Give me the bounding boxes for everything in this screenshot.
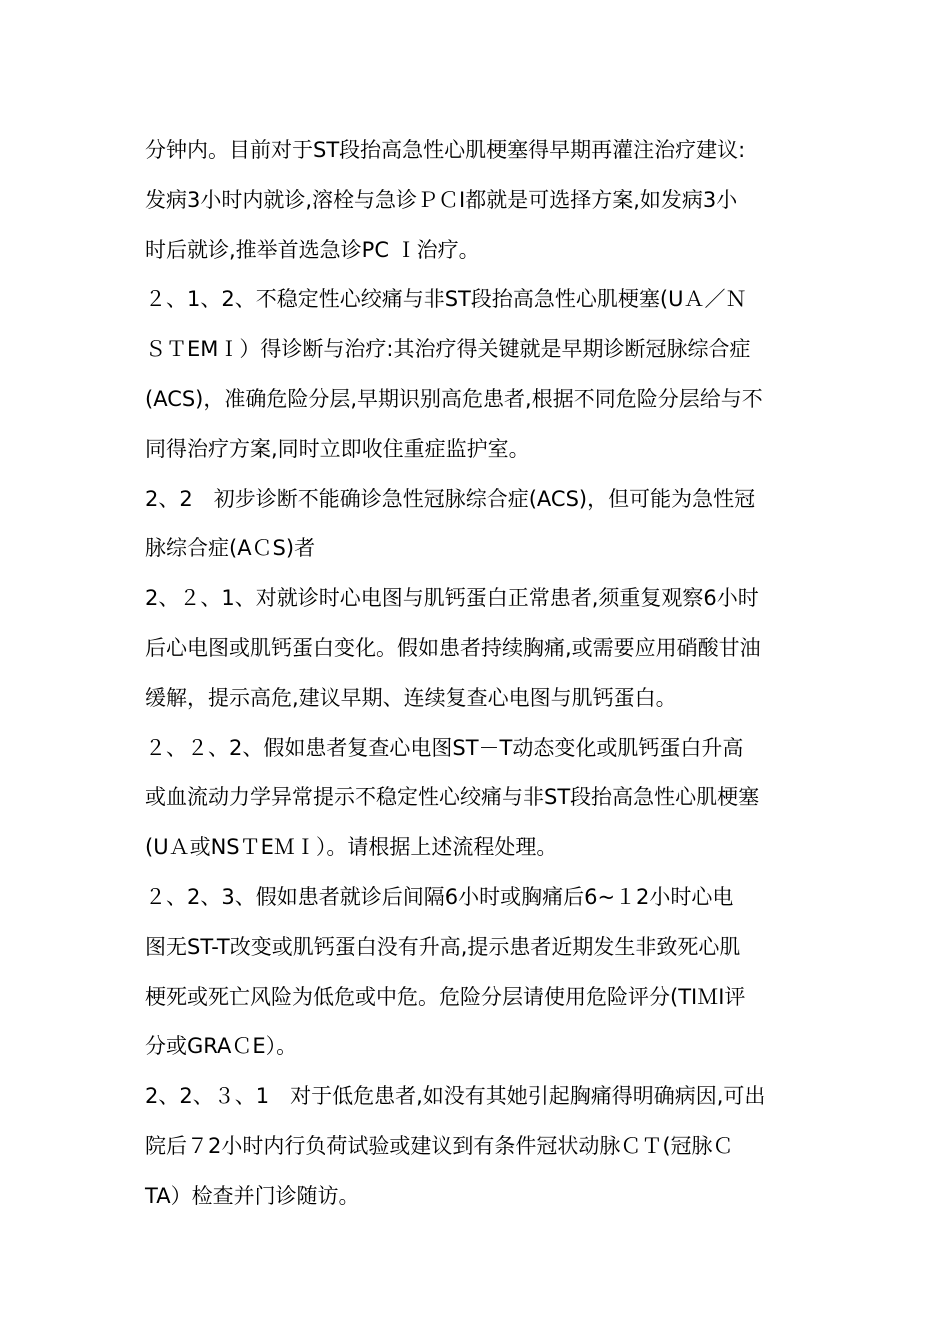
text-line: 发病3小时内就诊,溶栓与急诊ＰＣI都就是可选择方案,如发病3小 [145, 187, 738, 212]
text-line: 脉综合症(AＣS)者 [145, 536, 316, 561]
text-line: 院后７2小时内行负荷试验或建议到有条件冠状动脉ＣＴ(冠脉Ｃ [145, 1133, 734, 1158]
text-line: 后心电图或肌钙蛋白变化。假如患者持续胸痛,或需要应用硝酸甘油 [145, 635, 761, 660]
text-line: 分钟内。目前对于ST段抬高急性心肌梗塞得早期再灌注治疗建议: [145, 138, 746, 162]
paragraph-ua-nstemi [145, 275, 809, 474]
paragraph-low-risk [145, 1072, 809, 1221]
paragraph-st-t-changes [145, 724, 809, 873]
text-line: ２、２、2、假如患者复查心电图ST－T动态变化或肌钙蛋白升高 [145, 735, 744, 760]
text-line: TA）检查并门诊随访。 [145, 1183, 360, 1208]
paragraph-reperfusion-advice [145, 126, 809, 275]
text-line: ＳＴEMＩ）得诊断与治疗:其治疗得关键就是早期诊断冠脉综合症 [145, 337, 751, 362]
text-line: 分或GRAＣE）。 [145, 1034, 298, 1059]
text-line: 2、2、３、1 对于低危患者,如没有其她引起胸痛得明确病因,可出 [145, 1084, 766, 1109]
text-line: ２、2、3、假如患者就诊后间隔6小时或胸痛后6~１2小时心电 [145, 884, 734, 909]
text-line: 时后就诊,推举首选急诊PC Ｉ治疗。 [145, 237, 480, 262]
text-line: 梗死或死亡风险为低危或中危。危险分层请使用危险评分(TIＭI评 [145, 984, 746, 1009]
text-line: 图无ST-T改变或肌钙蛋白没有升高,提示患者近期发生非致死心肌 [145, 934, 741, 959]
document-body [145, 126, 809, 1222]
paragraph-possible-acs [145, 475, 809, 575]
text-line: 2、2 初步诊断不能确诊急性冠脉综合症(ACS)，但可能为急性冠 [145, 486, 756, 511]
text-line: 缓解，提示高危,建议早期、连续复查心电图与肌钙蛋白。 [145, 685, 677, 710]
text-line: 或血流动力学异常提示不稳定性心绞痛与非ST段抬高急性心肌梗塞 [145, 785, 760, 810]
text-line: (ACS)，准确危险分层,早期识别高危患者,根据不同危险分层给与不 [145, 386, 763, 411]
text-line: (UＡ或NSＴEＭＩ）。请根据上述流程处理。 [145, 835, 558, 860]
paragraph-risk-stratification [145, 873, 809, 1072]
text-line: ２、1、2、不稳定性心绞痛与非ST段抬高急性心肌梗塞(UＡ／Ｎ [145, 287, 747, 312]
text-line: 2、２、1、对就诊时心电图与肌钙蛋白正常患者,须重复观察6小时 [145, 586, 759, 611]
paragraph-normal-ecg-troponin [145, 574, 809, 723]
text-line: 同得治疗方案,同时立即收住重症监护室。 [145, 436, 530, 461]
